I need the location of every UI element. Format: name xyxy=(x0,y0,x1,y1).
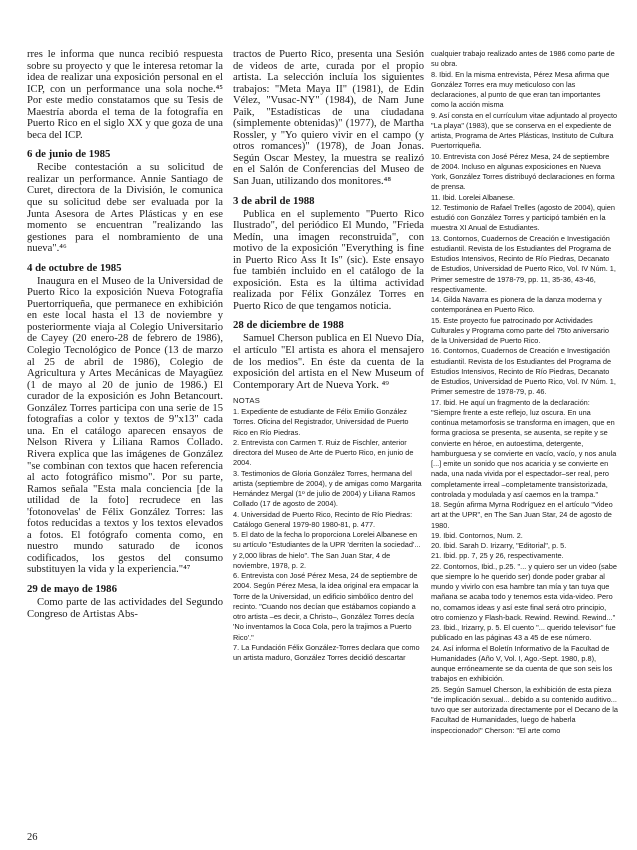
body-paragraph: Inaugura en el Museo de la Universidad de Puerto Rico la exposición Nueva Fotografía Puertorriqueña, que permanece en exhibición en este local hasta el 13 de noviembre y posteriormente viaja al Colegio Universitario de Cayey (20 enero-28 de febrero de 1986), Colegio Tecnológico de Ponce (13 de marzo al 25 de abril de 1986), Colegio de Agricultura y Artes Mecánicas de Mayagüez (1 de mayo al 20 de junio de 1986.) El curador de la exposición es John Betancourt. González Torres participa con una serie de 15 fotografías a color y textos de 9"x13" cada una. En el catálogo aparecen ensayos de Nelson Rivera y Liliana Ramos Collado. Rivera explica que las imágenes de González "se combinan con textos que hacen referencia al acto fotográfico mismo". Por su parte, Ramos señala "Esta mala conciencia [de la utilidad de la foto] recrudece en las 'fotonovelas' de Félix González Torres: las fotos reducidas a textos y los textos elevados a fotos. El fotógrafo comenta como, en nuestro mundo saturado de iconos codificados, los gestos del consumo substituyen la vida y la experiencia."⁴⁷ xyxy=(27,275,223,576)
footnote: 1. Expediente de estudiante de Félix Emilio González Torres. Oficina del Registrador, Universidad de Puerto Rico en Río Piedras. xyxy=(233,407,409,437)
section-date: 6 de junio de 1985 xyxy=(27,148,111,161)
section-date: 4 de octubre de 1985 xyxy=(27,261,122,274)
footnote: 4. Universidad de Puerto Rico, Recinto de Río Piedras: Catálogo General 1979-80 1980-81, p. 477. xyxy=(233,509,413,529)
footnote: 22. Contornos, Ibid., p.25. "... y quiero ser un video (sabe que siempre lo he querido ser) donde poder grabar al mundo y vivirlo con esa hambre tan mía y tan tuya que mañana se acaba todo y tenemos esta vida-video. Pero no, comamos ideas y así este final será otro principio, otro comienzo y Flash-back. Rewind. Rewind. Rewind..." xyxy=(431,561,617,622)
footnote: 6. Entrevista con José Pérez Mesa, 24 de septiembre de 2004. Según Pérez Mesa, la idea original era empacar la Torre de la Universidad, un edificio simbólico dentro del recinto. "Cuando nos decían que estábamos copiando a otro artista –es decir, a Christo–, González Torres decía 'No inventamos la Coca Cola, pero la trajimos a Puerto Rico'." xyxy=(233,571,419,642)
footnote: 19. Ibid. Contornos, Num. 2. xyxy=(431,530,523,540)
footnote: 25. Según Samuel Cherson, la exhibición de esta pieza "de implicación sexual... debido a su contenido auditivo... tuvo que ser autorizada directamente por el Decano de la Facultad de Humanidades, luego de haberla inspeccionado!" Cherson: "El arte como xyxy=(431,684,618,735)
column-2 xyxy=(233,49,424,844)
body-paragraph: rres le informa que nunca recibió respuesta sobre su proyecto y que le interesa retomar la idea de realizar una exposición personal en el ICP, con un performance una sola noche.⁴⁵ Por este medio constatamos que su Tesis de Maestría aborda el tema de la fotografía en Puerto Rico en el siglo XX y que goza de una beca del ICP. xyxy=(27,49,223,141)
footnote: 10. Entrevista con José Pérez Mesa, 24 de septiembre de 2004. Incluso en algunas exposiciones en Nueva York, González Torres distribuyó declaraciones en forma de prensa. xyxy=(431,151,615,192)
page-number: 26 xyxy=(27,832,38,843)
body-paragraph: tractos de Puerto Rico, presenta una Sesión de videos de arte, curada por el propio artista. La selección incluía los siguientes trabajos: "Meta Maya II" (1981), de Edin Vélez, "Vusac-NY" (1984), de Nam June Paik, "Estadísticas de una ciudadana (simplemente obtenidas)" (1977), de Martha Rossler, y "Yo quiero vivir en el campo (y otros romances)" (1978), de Joan Jonas. Según Oscar Mestey, la muestra se realizó en el Salón de Conferencias del Museo de San Juan, utilizando dos monitores.⁴⁸ xyxy=(233,49,424,188)
footnote: 17. Ibid. He aquí un fragmento de la declaración: "Siempre frente a este reflejo, luz oscura. En una continua metamorfosis se transforma en imagen, que en forma graciosa se presenta, se ausenta, se repite y se convierte en héroe, en autoestima, detergente, hamburguesa y se convierte en vacío, vacío, y nos anula [...] emite un sonido que nos acaricia y se convierte en nada, una nada vivida por el espectador–ser real, pero completamente irreal –completamente transistorizada, controlada y modulada y así caemos en la trampa." xyxy=(431,397,617,499)
column-3 xyxy=(431,49,619,844)
body-paragraph: Como parte de las actividades del Segundo Congreso de Artistas Abs- xyxy=(27,596,223,620)
footnote: 20. Ibid. Sarah D. Irizarry, "Editorial", p. 5. xyxy=(431,541,567,550)
footnote: 7. La Fundación Félix González-Torres declara que como un artista maduro, González Torres decidió descartar xyxy=(233,642,420,663)
body-paragraph: Publica en el suplemento "Puerto Rico Ilustrado", del periódico El Mundo, "Frieda Medín, una imagen reconstruida", con motivo de la exposición "Everything is fine in Puerto Rico Ass It Is" (sic). Este ensayo fue también incluido en el catálogo de la exposición. Esta es la última actividad realizada por Félix González Torres en Puerto Rico de que tengamos noticia. xyxy=(233,208,424,312)
footnote: 12. Testimonio de Rafael Trelles (agosto de 2004), quien estudió con González Torres y participó también en la muestra XI Anual de Estudiantes. xyxy=(431,202,615,233)
footnote: 14. Gilda Navarra es pionera de la danza moderna y contemporánea en Puerto Rico. xyxy=(431,295,602,315)
footnote: 15. Este proyecto fue patrocinado por Actividades Culturales y Programa como parte del 75to aniversario de la Universidad de Puerto Rico. xyxy=(431,315,609,345)
section-date: 28 de diciembre de 1988 xyxy=(233,319,344,332)
footnote: cualquier trabajo realizado antes de 1986 como parte de su obra. xyxy=(431,49,615,69)
footnote: 3. Testimonios de Gloria González Torres, hermana del artista (septiembre de 2004), y de amigas como Margarita Hernández Mergal (1º de julio de 2004) y Liliana Ramos Collado (17 de agosto de 2004). xyxy=(233,468,422,509)
column-1 xyxy=(27,49,223,844)
section-date: 3 de abril de 1988 xyxy=(233,194,315,207)
footnote: 2. Entrevista con Carmen T. Ruiz de Fischler, anterior directora del Museo de Arte de Puerto Rico, en junio de 2004. xyxy=(233,437,414,468)
notes-heading: NOTAS xyxy=(233,396,261,406)
footnote: 21. Ibid. pp. 7, 25 y 26, respectivamente. xyxy=(431,551,564,561)
footnote: 8. Ibid. En la misma entrevista, Pérez Mesa afirma que González Torres era muy meticuloso con las declaraciones, al punto de que eran tan importantes como la acción misma xyxy=(431,69,610,110)
footnote: 24. Así informa el Boletín Informativo de la Facultad de Humanidades (Año V, Vol. I, Ago.-Sept. 1980, p.8), aunque erróneamente se da cuenta de que son seis los trabajos en exhibición. xyxy=(431,643,613,684)
footnote: 9. Así consta en el currículum vitae adjuntado al proyecto "La playa" (1983), que se conserva en el expediente de artista, Programa de Artes Plásticas, Instituto de Cultura Puertorriqueña. xyxy=(431,110,618,151)
footnote: 16. Contornos, Cuadernos de Creación e Investigación estudiantil. Revista de los Estudiantes del Programa de Estudios Intensivos, Recinto de Río Piedras, Decanato de Estudios, Universidad de Puerto Rico, Vol. IV Núm. 1, Primer semestre de 1978-79, p. 46. xyxy=(431,346,616,397)
footnote: 18. Según afirma Myrna Rodríguez en el artículo "Video art at the UPR", en The San Juan Star, 24 de agosto de 1980. xyxy=(431,500,613,530)
footnote: 11. Ibid. Lorelei Albanese. xyxy=(431,192,515,202)
body-paragraph: Samuel Cherson publica en El Nuevo Día, el artículo "El artista es ahora el mensajero de los medios". En éste da cuenta de la exposición del artista en el New Museum of Contemporary Art de Nueva York. ⁴⁹ xyxy=(233,333,424,391)
body-paragraph: Recibe contestación a su solicitud de realizar un performance. Annie Santiago de Curet, directora de la División, le comunica que su solicitud debe ser evaluada por la Junta Asesora de Artes Plásticas y en ese momento se encuentran "realizando las gestiones para el nombramiento de una nueva".⁴⁶ xyxy=(27,162,223,255)
footnote: 13. Contornos, Cuadernos de Creación e Investigación estudiantil. Revista de los Estudiantes del Programa de Estudios Intensivos, Recinto de Río Piedras, Decanato de Estudios, Universidad de Puerto Rico, Vol. IV Núm. 1, Primer semestre de 1978-79, pp. 11, 35-36, 43-46, respectivamente. xyxy=(431,233,616,294)
footnote: 23. Ibid., Irizarry, p. 5. El cuento "... querido televisor" fue publicado en las páginas 43 a 45 de ese número. xyxy=(431,623,616,643)
footnote: 5. El dato de la fecha lo proporciona Lorelei Albanese en su artículo "Estudiantes de la UPR 'derriten la sociedad'... y 2,000 libras de hielo". The San Juan Star, 4 de noviembre, 1978, p. 2. xyxy=(233,530,421,570)
section-date: 29 de mayo de 1986 xyxy=(27,582,117,595)
